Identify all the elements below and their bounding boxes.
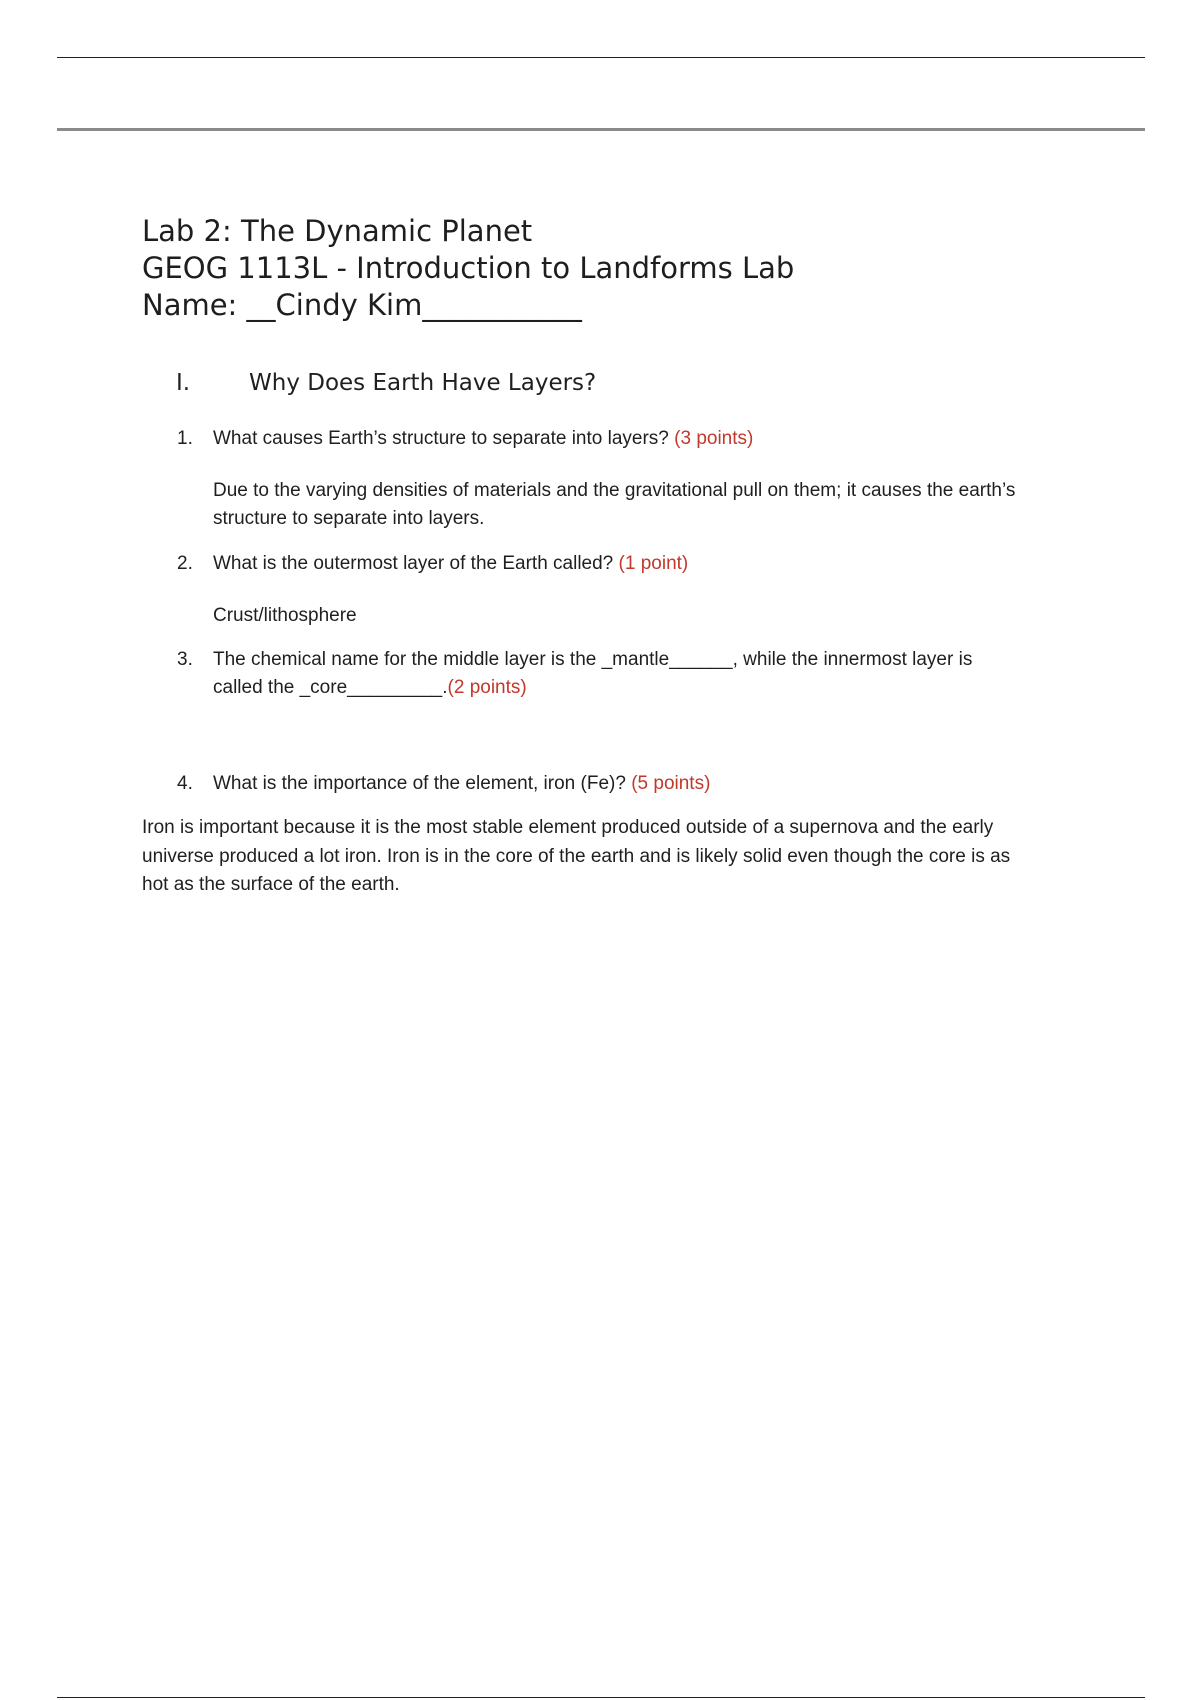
question-points: (2 points) xyxy=(447,677,527,698)
question-3-continuation xyxy=(213,674,1093,702)
bottom-rule xyxy=(57,1697,1145,1698)
question-text: What is the importance of the element, iron (Fe)? xyxy=(213,773,626,794)
question-text: What is the outermost layer of the Earth called? xyxy=(213,553,614,574)
section-heading xyxy=(176,368,596,398)
question-text: What causes Earth’s structure to separate into layers? xyxy=(213,428,669,449)
question-3 xyxy=(177,646,972,674)
question-number: 3. xyxy=(177,649,193,670)
answer-line: hot as the surface of the earth. xyxy=(142,874,400,895)
question-points: (3 points) xyxy=(674,428,754,449)
question-points: (5 points) xyxy=(631,773,711,794)
student-name-line: Name: __Cindy Kim___________ xyxy=(142,288,582,322)
answer-1 xyxy=(213,477,1093,533)
question-number: 1. xyxy=(177,428,193,449)
question-2 xyxy=(177,550,688,578)
question-number: 4. xyxy=(177,773,193,794)
question-number: 2. xyxy=(177,553,193,574)
lab-title: Lab 2: The Dynamic Planet xyxy=(142,214,533,248)
section-numeral: I. xyxy=(176,370,191,396)
section-title: Why Does Earth Have Layers? xyxy=(249,370,597,396)
question-1 xyxy=(177,425,753,453)
answer-4 xyxy=(142,814,1102,900)
top-rule xyxy=(57,57,1145,58)
question-points: (1 point) xyxy=(618,553,689,574)
course-title: GEOG 1113L - Introduction to Landforms Lab xyxy=(142,251,795,285)
question-text: called the _core_________. xyxy=(213,677,448,698)
question-text: The chemical name for the middle layer is the _mantle______, while the innermost layer is xyxy=(213,649,973,670)
question-4 xyxy=(177,770,710,798)
answer-line: Crust/lithosphere xyxy=(213,605,357,626)
header-divider xyxy=(57,128,1145,131)
answer-line: Iron is important because it is the most stable element produced outside of a supernova and the early xyxy=(142,817,994,838)
answer-line: structure to separate into layers. xyxy=(213,508,485,529)
document-header xyxy=(142,213,794,324)
answer-line: Due to the varying densities of materials and the gravitational pull on them; it causes the earth’s xyxy=(213,480,1016,501)
answer-line: universe produced a lot iron. Iron is in the core of the earth and is likely solid even though the core is as xyxy=(142,845,1011,867)
answer-2 xyxy=(213,602,1093,630)
